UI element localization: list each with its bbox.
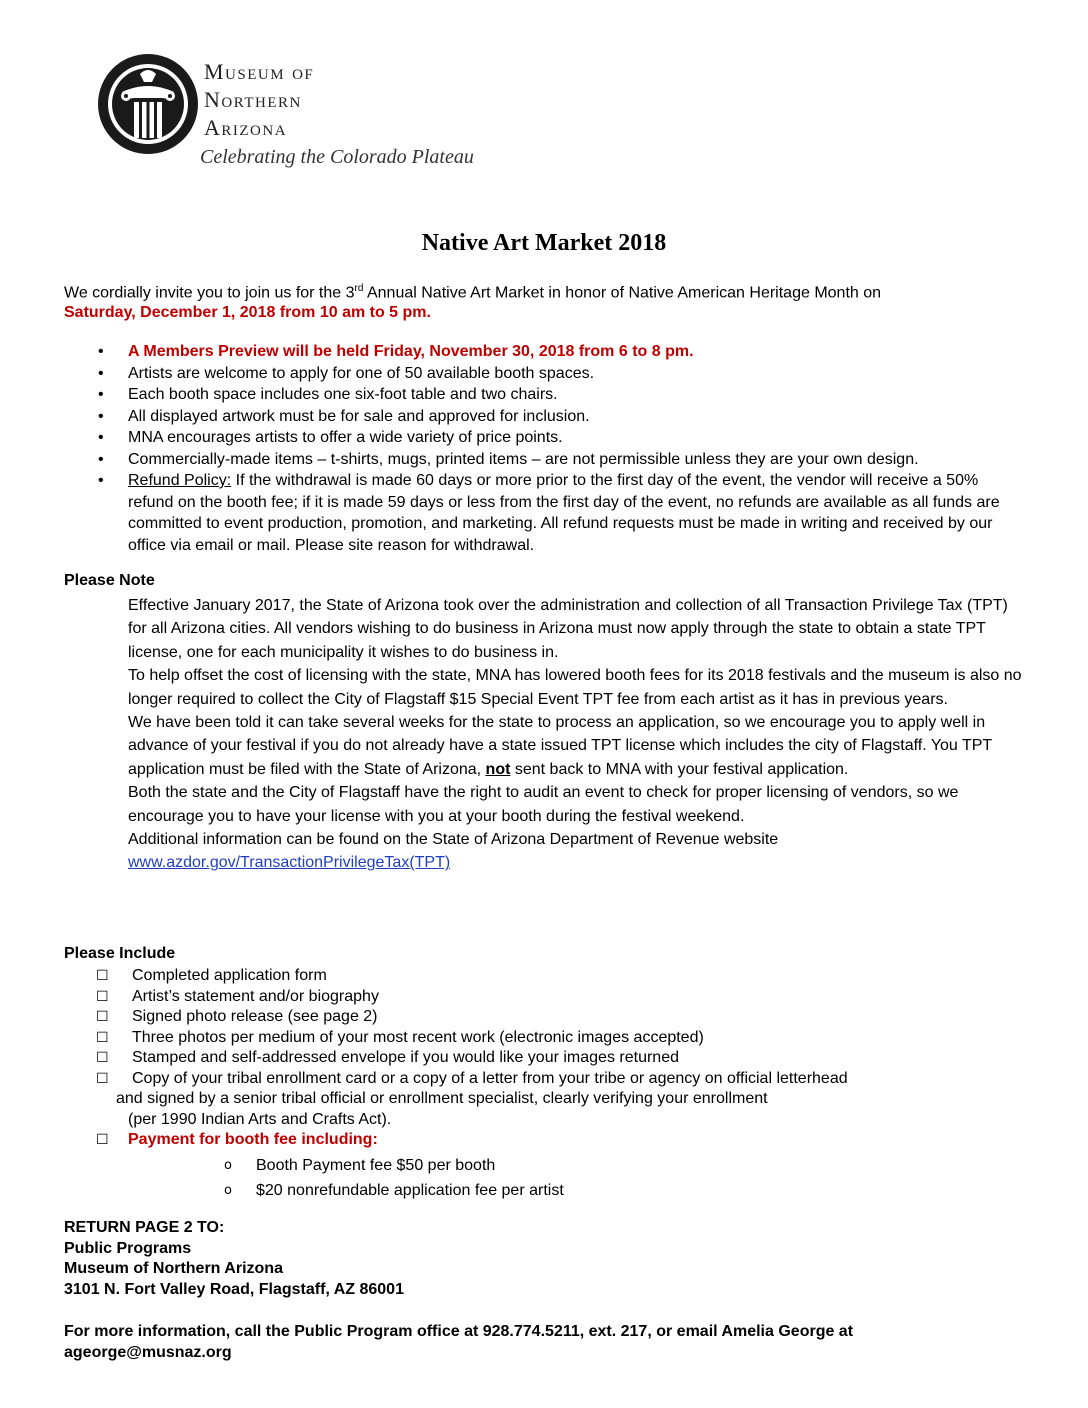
fee-item-text: Booth Payment fee $50 per booth (256, 1157, 496, 1174)
checklist-item (96, 1028, 996, 1049)
address-line: Museum of Northern Arizona (64, 1260, 283, 1277)
logo-wordmark (204, 58, 314, 142)
please-note-heading: Please Note (64, 572, 155, 589)
list-item-text: Each booth space includes one six-foot table and two chairs. (128, 386, 558, 403)
intro-paragraph (64, 279, 1024, 323)
emphasis-not: not (485, 760, 511, 778)
contact-line: For more information, call the Public Program office at 928.774.5211, ext. 217, or email Amelia George at (64, 1323, 854, 1340)
please-include-heading: Please Include (64, 945, 176, 962)
note-paragraph: Both the state and the City of Flagstaff have the right to audit an event to check for proper licensing of vendors, so we encourage you to have your license with you at your booth during the festival weekend. (128, 784, 959, 825)
checklist-item-text: Stamped and self-addressed envelope if you would like your images returned (132, 1049, 679, 1066)
contact-info (64, 1322, 1024, 1363)
bullet-icon: • (98, 450, 104, 468)
list-item (64, 384, 1024, 406)
azdor-tpt-link[interactable]: www.azdor.gov/TransactionPrivilegeTax(TPT) (128, 854, 451, 872)
checklist-item (96, 1007, 996, 1028)
checkbox-icon: ☐ (96, 1009, 109, 1025)
logo-line-2: Northern (204, 87, 302, 112)
payment-heading: Payment for booth fee including: (128, 1131, 378, 1148)
checkbox-icon: ☐ (96, 968, 109, 984)
list-item (64, 449, 1024, 471)
logo-line-1: Museum of (204, 59, 315, 84)
logo-tagline: Celebrating the Colorado Plateau (200, 146, 474, 168)
address-line: Public Programs (64, 1239, 192, 1257)
note-text: We have been told it can take several weeks for the state to process an application, so we encourage you to apply well in advance of your festival if you do not already have a state issued TPT license which includes the city of Flagstaff. You TPT application must be filed with the State of Arizona, (128, 714, 992, 778)
return-heading: RETURN PAGE 2 TO: (64, 1219, 225, 1236)
bullet-icon: • (98, 429, 104, 446)
checklist-item (96, 1130, 996, 1151)
list-item-text: Commercially-made items – t-shirts, mugs, printed items – are not permissible unless they are your own design. (128, 450, 919, 468)
event-date: Saturday, December 1, 2018 from 10 am to 5 pm. (64, 304, 431, 322)
tribal-line: (per 1990 Indian Arts and Crafts Act). (128, 1110, 392, 1128)
column-emblem-icon (96, 52, 200, 156)
logo-line-3: Arizona (204, 115, 288, 140)
checklist-item (96, 1069, 996, 1090)
list-item (64, 341, 1024, 363)
checklist-continuation (96, 1089, 996, 1110)
bullet-icon: • (98, 407, 104, 425)
contact-email: ageorge@musnaz.org (64, 1343, 232, 1361)
list-item-text: All displayed artwork must be for sale and approved for inclusion. (128, 407, 590, 425)
bullet-icon: • (98, 364, 104, 382)
checklist-item (96, 987, 996, 1008)
note-paragraph: Additional information can be found on the State of Arizona Department of Revenue website (128, 831, 779, 849)
please-note-body (128, 594, 1028, 875)
note-paragraph (128, 711, 1028, 781)
checklist-item-text: Completed application form (132, 967, 327, 984)
checkbox-icon: ☐ (96, 1070, 109, 1087)
event-details-list (64, 341, 1024, 556)
members-preview: A Members Preview will be held Friday, November 30, 2018 from 6 to 8 pm. (128, 343, 694, 360)
checkbox-icon: ☐ (96, 1029, 109, 1046)
intro-text-continued: Annual Native Art Market in honor of Native American Heritage Month on (363, 284, 882, 302)
return-address (64, 1218, 404, 1300)
tribal-line: and signed by a senior tribal official or enrollment specialist, clearly verifying your enrollment (116, 1090, 768, 1107)
checklist-item-text: Three photos per medium of your most recent work (electronic images accepted) (132, 1028, 704, 1046)
checkbox-icon: ☐ (96, 1050, 109, 1066)
list-item (64, 470, 1024, 556)
note-text: sent back to MNA with your festival application. (510, 760, 849, 778)
bullet-icon: • (98, 343, 104, 360)
list-item (64, 406, 1024, 428)
checklist-item (96, 1048, 996, 1069)
fee-item-text: $20 nonrefundable application fee per artist (256, 1182, 564, 1199)
checklist-item-text: Signed photo release (see page 2) (132, 1008, 378, 1025)
fee-item (224, 1178, 824, 1203)
intro-superscript: rd (354, 283, 364, 294)
museum-logo (96, 52, 536, 182)
checklist-continuation (96, 1110, 996, 1131)
checklist-item-text: Artist’s statement and/or biography (132, 987, 379, 1005)
circle-bullet-icon: o (224, 1183, 232, 1198)
checkbox-icon: ☐ (96, 1132, 109, 1148)
fee-list (224, 1153, 824, 1203)
refund-policy-label: Refund Policy: (128, 472, 232, 489)
address-line: 3101 N. Fort Valley Road, Flagstaff, AZ 86001 (64, 1280, 404, 1298)
list-item-text: Artists are welcome to apply for one of 50 available booth spaces. (128, 364, 595, 382)
list-item (64, 363, 1024, 385)
checklist-item (96, 966, 996, 987)
note-paragraph: To help offset the cost of licensing with the state, MNA has lowered booth fees for its 2018 festivals and the museum is also no longer required to collect the City of Flagstaff $15 Special Event TPT fee from each artist as it has in previous years. (128, 667, 1022, 708)
refund-policy-text: If the withdrawal is made 60 days or more prior to the first day of the event, the vendor will receive a 50% refund on the booth fee; if it is made 59 days or less from the first day of the event, no refunds are available as all funds are committed to event production, promotion, and marketing. All refund requests must be made in writing and received by our office via email or mail. Please site reason for withdrawal. (128, 472, 1000, 554)
tribal-line: Copy of your tribal enrollment card or a copy of a letter from your tribe or agency on official letterhead (132, 1069, 848, 1087)
note-paragraph: Effective January 2017, the State of Arizona took over the administration and collection of all Transaction Privilege Tax (TPT) for all Arizona cities. All vendors wishing to do business in Arizona must now apply through the state to obtain a state TPT license, one for each municipality it wishes to do business in. (128, 597, 1008, 661)
page-title: Native Art Market 2018 (421, 230, 667, 256)
intro-text: We cordially invite you to join us for the 3 (64, 284, 355, 302)
checkbox-icon: ☐ (96, 988, 109, 1005)
list-item (64, 427, 1024, 449)
circle-bullet-icon: o (224, 1158, 232, 1173)
bullet-icon: • (98, 386, 104, 403)
include-checklist (96, 966, 996, 1151)
list-item-text: MNA encourages artists to offer a wide variety of price points. (128, 429, 563, 446)
fee-item (224, 1153, 824, 1178)
bullet-icon: • (98, 472, 104, 489)
